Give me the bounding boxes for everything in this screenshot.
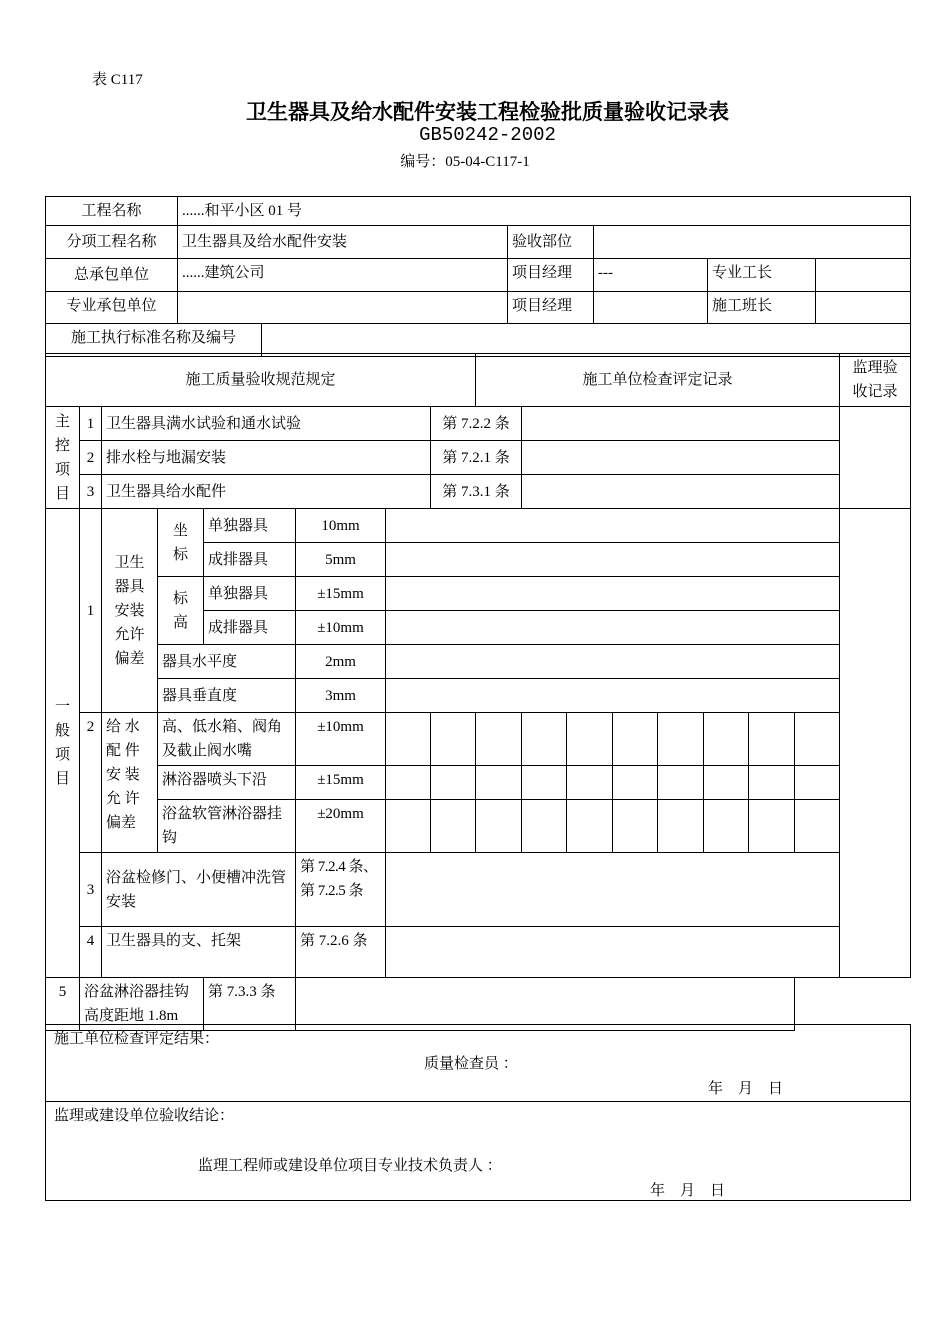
pm-value[interactable]: --- [594,259,708,292]
coord-char: 坐 [172,522,188,539]
general-item-no: 3 [80,853,102,927]
check-cell[interactable] [386,713,431,766]
check-cell[interactable] [386,800,431,853]
g4-clause: 第 7.2.6 条 [296,927,386,978]
team-leader-label: 施工班长 [708,292,816,324]
g1-label-line: 安装 [114,602,145,619]
pm-label: 项目经理 [508,259,594,292]
g1-label-line: 卫生 [114,554,145,571]
g1-value: ±10mm [296,611,386,645]
supervision-header-line1: 监理验 [852,360,898,376]
g1-item: 器具水平度 [158,645,296,679]
general-contractor-value[interactable]: ......建筑公司 [178,259,508,292]
main-item-no: 1 [80,407,102,441]
g1-check-cell[interactable] [386,611,840,645]
page-title: 卫生器具及给水配件安装工程检验批质量验收记录表 [246,100,729,124]
g2-label-line: 允 许 [106,791,140,807]
general-item-no: 4 [80,927,102,978]
check-cell[interactable] [522,800,567,853]
header-table [45,196,911,357]
check-cell[interactable] [795,766,840,800]
spec-column-header: 施工质量验收规范规定 [46,354,476,407]
pm2-label: 项目经理 [508,292,594,324]
inspector-date: 年 月 日 [708,1081,784,1097]
general-label-char: 项 [54,747,70,763]
g5-item: 浴盆淋浴器挂钩高度距地 1.8m [80,978,204,1031]
inspector-label: 质量检查员 ： [424,1056,518,1072]
general-label-char: 目 [54,771,70,787]
supervision-header-line2: 收记录 [852,384,898,400]
check-cell[interactable] [658,713,704,766]
pm2-value[interactable] [594,292,708,324]
inspection-table [45,353,911,1031]
g2-item: 浴盆软管淋浴器挂钩 [158,800,296,853]
main-item-clause: 第 7.2.2 条 [431,407,522,441]
check-record-header-text: 施工单位检查评定记录 [582,372,733,388]
check-cell[interactable] [522,766,567,800]
g2-label-line: 安 装 [106,767,140,783]
coord-char: 标 [172,546,188,563]
project-name-label: 工程名称 [46,197,178,226]
g3-check-cell[interactable] [386,853,840,927]
g1-item: 器具垂直度 [158,679,296,713]
main-items-label [46,407,80,509]
main-label-char: 项 [54,461,70,478]
g1-check-cell[interactable] [386,509,840,543]
g1-label-line: 器具 [114,578,145,595]
coord-label [158,509,204,577]
g1-label-line: 偏差 [114,650,145,667]
g1-value: 3mm [296,679,386,713]
g2-value: ±10mm [296,713,386,766]
g3-clause: 第 7.2.4 条、第 7.2.5 条 [296,853,386,927]
g1-value: 5mm [296,543,386,577]
check-cell[interactable] [567,766,613,800]
subproject-label: 分项工程名称 [46,226,178,259]
elev-char: 高 [172,614,188,631]
main-label-char: 主 [54,413,70,430]
main-supervision-cell[interactable] [840,407,911,509]
general-items-label [46,509,80,978]
main-item-check-cell[interactable] [522,475,840,509]
form-code: 表 C117 [92,72,143,88]
g3-item: 浴盆检修门、小便槽冲洗管安装 [102,853,296,927]
foreman-label: 专业工长 [708,259,816,292]
g1-label [102,509,158,713]
project-name-value[interactable]: ......和平小区 01 号 [178,197,911,226]
g1-item: 单独器具 [204,509,296,543]
general-label-char: 般 [54,723,70,739]
main-item-name: 卫生器具给水配件 [102,475,431,509]
g5-check-cell[interactable] [296,978,795,1031]
main-item-name: 排水栓与地漏安装 [102,441,431,475]
special-contractor-value[interactable] [178,292,508,324]
main-item-check-cell[interactable] [522,407,840,441]
g2-label-line: 给 水 [106,719,140,735]
check-cell[interactable] [431,800,476,853]
check-cell[interactable] [613,800,658,853]
check-cell[interactable] [386,766,431,800]
construction-result-label: 施工单位检查评定结果： [54,1031,220,1047]
check-cell[interactable] [749,766,795,800]
foreman-value[interactable] [816,259,911,292]
check-cell[interactable] [704,800,749,853]
g1-check-cell[interactable] [386,645,840,679]
check-cell[interactable] [704,766,749,800]
g2-item: 高、低水箱、阀角及截止阀水嘴 [158,713,296,766]
construction-result-cell[interactable] [46,1025,911,1102]
g2-label-line: 配 件 [106,743,140,759]
g4-check-cell[interactable] [386,927,840,978]
engineer-label: 监理工程师或建设单位项目专业技术负责人 ： [198,1158,502,1174]
g2-label [102,713,158,853]
standard-code: GB50242-2002 [419,124,556,146]
main-item-no: 2 [80,441,102,475]
supervision-result-cell[interactable] [46,1102,911,1201]
main-label-char: 目 [54,485,70,502]
general-label-char: 一 [54,699,70,715]
g1-item: 成排器具 [204,543,296,577]
g5-clause: 第 7.3.3 条 [204,978,296,1031]
acceptance-part-label: 验收部位 [508,226,594,259]
standard-value[interactable] [262,324,911,357]
standard-label: 施工执行标准名称及编号 [46,324,262,357]
elev-label [158,577,204,645]
general-item-no: 5 [46,978,80,1031]
supervision-column-header [840,354,911,407]
g1-value: ±15mm [296,577,386,611]
g2-value: ±20mm [296,800,386,853]
check-cell[interactable] [476,800,522,853]
main-item-check-cell[interactable] [522,441,840,475]
check-cell[interactable] [749,713,795,766]
g1-value: 10mm [296,509,386,543]
g1-label-line: 允许 [114,626,145,643]
check-cell[interactable] [704,713,749,766]
check-cell[interactable] [749,800,795,853]
main-label-char: 控 [54,437,70,454]
main-item-clause: 第 7.3.1 条 [431,475,522,509]
g2-label-line: 偏差 [106,815,137,831]
team-leader-value[interactable] [816,292,911,324]
g1-check-cell[interactable] [386,577,840,611]
check-record-column-header [476,354,840,407]
check-cell[interactable] [658,800,704,853]
main-item-clause: 第 7.2.1 条 [431,441,522,475]
main-item-name: 卫生器具满水试验和通水试验 [102,407,431,441]
acceptance-part-value[interactable] [594,226,911,259]
document-number: 编号：05-04-C117-1 [400,154,530,170]
g1-item: 单独器具 [204,577,296,611]
general-item-no: 1 [80,509,102,713]
check-cell[interactable] [476,713,522,766]
check-cell[interactable] [658,766,704,800]
check-cell[interactable] [431,713,476,766]
g2-value: ±15mm [296,766,386,800]
general-contractor-label: 总承包单位 [46,259,178,292]
check-cell[interactable] [567,713,613,766]
general-item-no: 2 [80,713,102,853]
g4-item: 卫生器具的支、托架 [102,927,296,978]
g1-check-cell[interactable] [386,679,840,713]
supervision-result-label: 监理或建设单位验收结论： [54,1108,235,1124]
engineer-date: 年 月 日 [650,1183,726,1199]
g1-check-cell[interactable] [386,543,840,577]
g1-value: 2mm [296,645,386,679]
check-cell[interactable] [613,713,658,766]
general-supervision-cell[interactable] [840,509,911,978]
check-cell[interactable] [567,800,613,853]
check-cell[interactable] [795,713,840,766]
check-cell[interactable] [795,800,840,853]
check-cell[interactable] [522,713,567,766]
g1-item: 成排器具 [204,611,296,645]
check-cell[interactable] [431,766,476,800]
subproject-value[interactable]: 卫生器具及给水配件安装 [178,226,508,259]
result-table [45,1024,911,1201]
elev-char: 标 [172,590,188,607]
check-cell[interactable] [476,766,522,800]
check-cell[interactable] [613,766,658,800]
main-item-no: 3 [80,475,102,509]
special-contractor-label: 专业承包单位 [46,292,178,324]
g2-item: 淋浴器喷头下沿 [158,766,296,800]
